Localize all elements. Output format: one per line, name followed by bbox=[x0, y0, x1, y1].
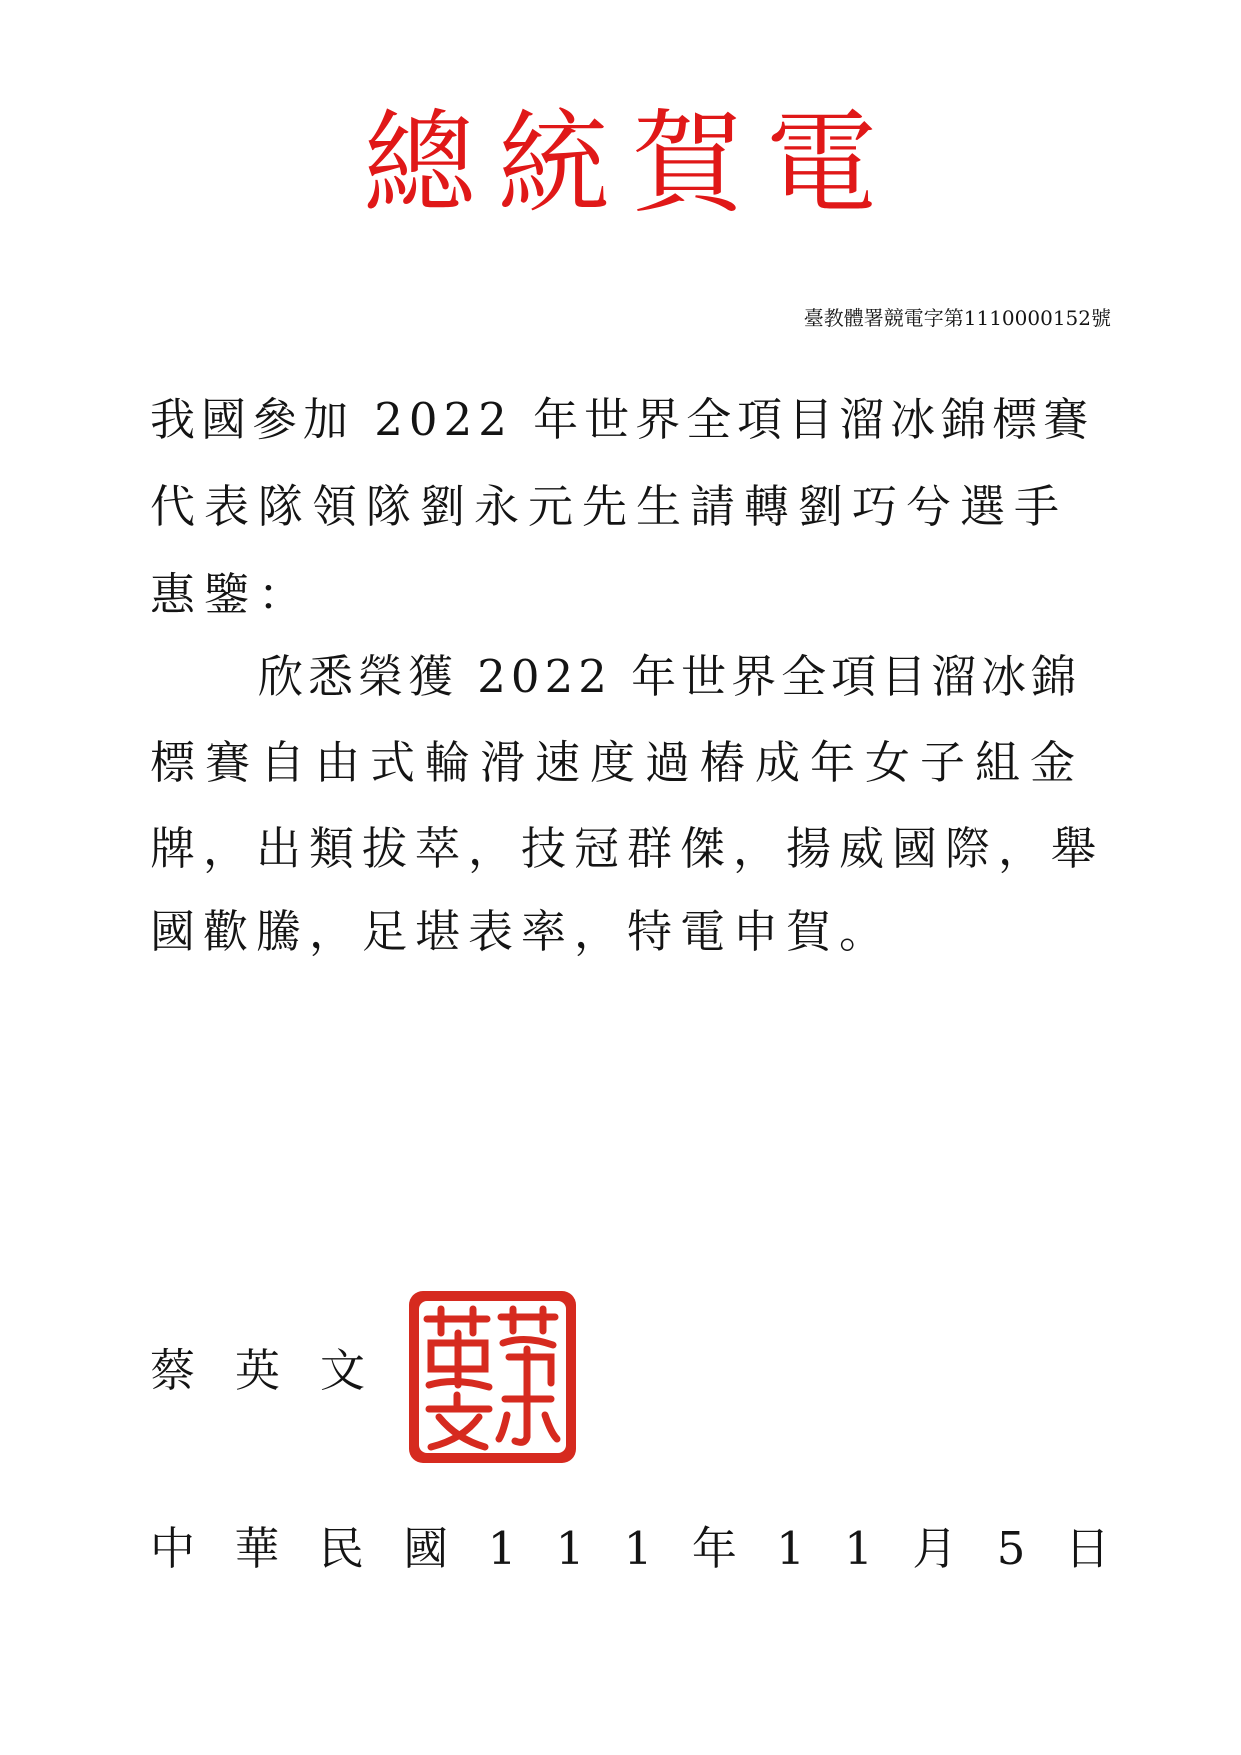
date-year-unit: 年 bbox=[691, 1522, 737, 1575]
body-line-4: 國歡騰，足堪表率，特電申賀。 bbox=[150, 905, 893, 958]
signer-name: 蔡英文 bbox=[150, 1344, 406, 1397]
addressee-line-2: 代表隊領隊劉永元先生請轉劉巧兮選手 bbox=[150, 480, 1069, 533]
official-seal bbox=[405, 1287, 580, 1467]
date-year-digit-3: 1 bbox=[623, 1522, 653, 1575]
date-month-digit-1: 1 bbox=[776, 1522, 805, 1575]
date-era-char-4: 國 bbox=[403, 1522, 449, 1575]
date-year-digit-2: 1 bbox=[555, 1522, 585, 1575]
date-month-digit-2: 1 bbox=[844, 1522, 873, 1575]
addressee-line-1: 我國參加 2022 年世界全項目溜冰錦標賽 bbox=[150, 393, 1095, 446]
body-line-1: 欣悉榮獲 2022 年世界全項目溜冰錦 bbox=[258, 650, 1082, 703]
date-month-unit: 月 bbox=[912, 1522, 958, 1575]
salutation: 惠鑒： bbox=[150, 568, 313, 621]
date-day-unit: 日 bbox=[1064, 1522, 1110, 1575]
date-era-char-3: 民 bbox=[318, 1522, 364, 1575]
date-day: 5 bbox=[996, 1522, 1026, 1575]
body-line-2: 標賽自由式輪滑速度過樁成年女子組金 bbox=[150, 736, 1086, 789]
date-year-digit-1: 1 bbox=[487, 1522, 517, 1575]
document-title: 總統賀電 bbox=[363, 99, 900, 229]
body-line-3: 牌，出類拔萃，技冠群傑，揚威國際，舉 bbox=[150, 822, 1105, 875]
document-number: 臺教體署競電字第1110000152號 bbox=[803, 306, 1111, 330]
date-era-char-2: 華 bbox=[234, 1522, 280, 1575]
date-era-char-1: 中 bbox=[150, 1522, 196, 1575]
date-line bbox=[150, 1522, 1110, 1575]
